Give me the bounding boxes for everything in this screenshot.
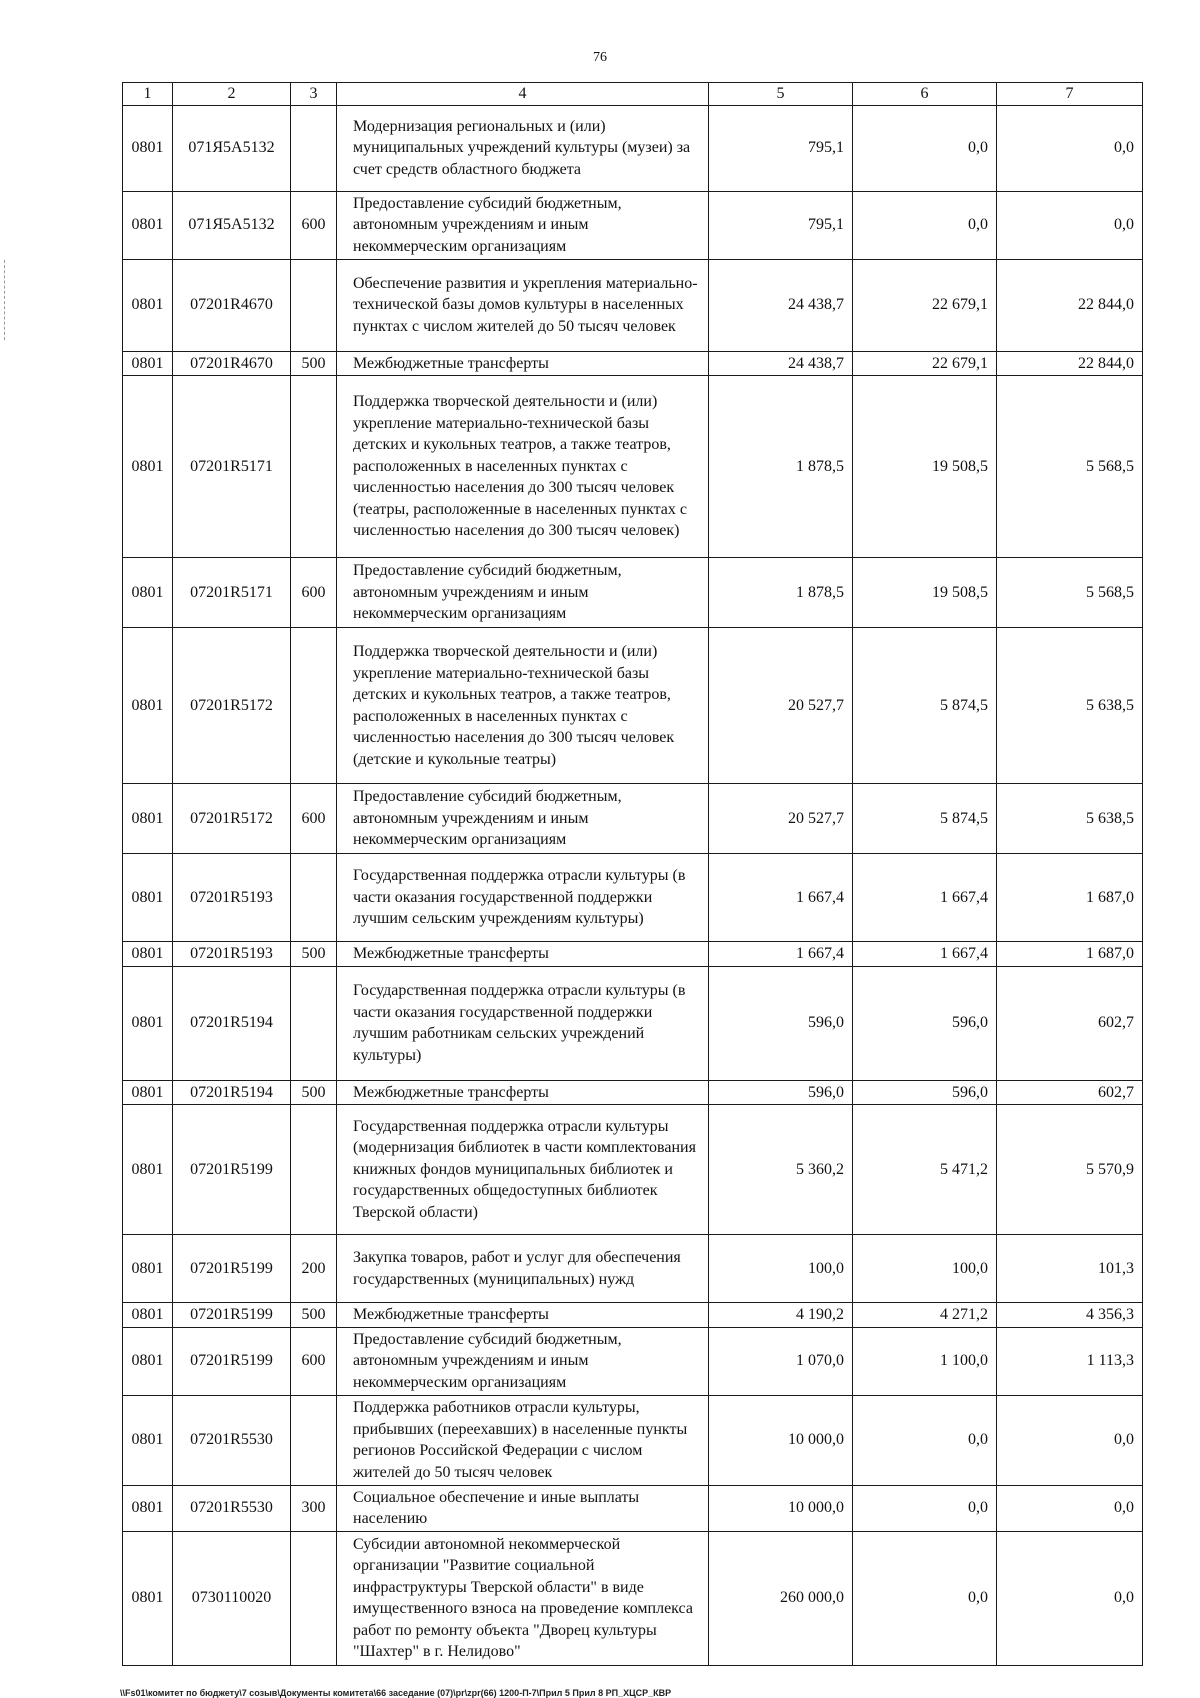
column-header-6: 6	[853, 83, 997, 106]
amount-col-5: 260 000,0	[709, 1531, 853, 1665]
amount-col-7: 5 638,5	[997, 628, 1143, 784]
amount-col-7: 5 570,9	[997, 1105, 1143, 1235]
amount-col-5: 20 527,7	[709, 784, 853, 854]
amount-col-7: 1 687,0	[997, 854, 1143, 942]
amount-col-6: 0,0	[853, 1395, 997, 1485]
table-row	[123, 1303, 1143, 1328]
amount-col-6: 100,0	[853, 1235, 997, 1303]
amount-col-6: 0,0	[853, 191, 997, 259]
item-name: Межбюджетные трансферты	[337, 942, 709, 967]
target-code: 07201R5530	[173, 1395, 291, 1485]
item-name: Предоставление субсидий бюджетным, автономным учреждениям и иным некоммерческим организациям	[337, 784, 709, 854]
amount-col-5: 10 000,0	[709, 1485, 853, 1531]
amount-col-7: 4 356,3	[997, 1303, 1143, 1328]
amount-col-5: 795,1	[709, 191, 853, 259]
target-code: 07201R5530	[173, 1485, 291, 1531]
expense-type-code	[291, 966, 337, 1080]
target-code: 07201R5199	[173, 1327, 291, 1395]
amount-col-7: 5 568,5	[997, 558, 1143, 628]
expense-type-code	[291, 259, 337, 351]
target-code: 07201R5199	[173, 1303, 291, 1328]
amount-col-6: 19 508,5	[853, 558, 997, 628]
section-code: 0801	[123, 259, 173, 351]
amount-col-5: 1 667,4	[709, 854, 853, 942]
amount-col-5: 596,0	[709, 1080, 853, 1105]
expense-type-code	[291, 1105, 337, 1235]
expense-type-code: 500	[291, 351, 337, 376]
amount-col-5: 795,1	[709, 105, 853, 191]
amount-col-6: 1 100,0	[853, 1327, 997, 1395]
section-code: 0801	[123, 1105, 173, 1235]
target-code: 071Я5А5132	[173, 105, 291, 191]
item-name: Предоставление субсидий бюджетным, автономным учреждениям и иным некоммерческим организациям	[337, 558, 709, 628]
table-row	[123, 1327, 1143, 1395]
amount-col-5: 1 667,4	[709, 942, 853, 967]
item-name: Межбюджетные трансферты	[337, 351, 709, 376]
table-row	[123, 1531, 1143, 1665]
target-code: 07201R5171	[173, 376, 291, 558]
target-code: 07201R5172	[173, 628, 291, 784]
target-code: 07201R4670	[173, 259, 291, 351]
table-row	[123, 1080, 1143, 1105]
table-row	[123, 1395, 1143, 1485]
table-row	[123, 259, 1143, 351]
table-row	[123, 376, 1143, 558]
table-row	[123, 942, 1143, 967]
table-row	[123, 966, 1143, 1080]
column-header-4: 4	[337, 83, 709, 106]
expense-type-code	[291, 376, 337, 558]
section-code: 0801	[123, 558, 173, 628]
item-name: Государственная поддержка отрасли культуры (в части оказания государственной поддержки лучшим работникам сельских учреждений культуры)	[337, 966, 709, 1080]
item-name: Межбюджетные трансферты	[337, 1303, 709, 1328]
amount-col-6: 1 667,4	[853, 942, 997, 967]
section-code: 0801	[123, 1303, 173, 1328]
footer-file-path: \\Fs01\комитет по бюджету\7 созыв\Документы комитета\66 заседание (07)\pr\zpr(66) 1200-П-7\Прил 5 Прил 8 РП_ХЦСР_КВР	[120, 1688, 672, 1698]
amount-col-6: 596,0	[853, 966, 997, 1080]
expense-type-code: 600	[291, 191, 337, 259]
amount-col-7: 0,0	[997, 191, 1143, 259]
scan-edge-marks	[4, 260, 7, 340]
target-code: 071Я5А5132	[173, 191, 291, 259]
section-code: 0801	[123, 191, 173, 259]
expense-type-code: 600	[291, 1327, 337, 1395]
section-code: 0801	[123, 1485, 173, 1531]
amount-col-6: 0,0	[853, 1485, 997, 1531]
column-header-3: 3	[291, 83, 337, 106]
target-code: 07201R4670	[173, 351, 291, 376]
column-header-1: 1	[123, 83, 173, 106]
amount-col-7: 0,0	[997, 1395, 1143, 1485]
target-code: 07201R5171	[173, 558, 291, 628]
amount-col-7: 1 113,3	[997, 1327, 1143, 1395]
section-code: 0801	[123, 1327, 173, 1395]
section-code: 0801	[123, 966, 173, 1080]
target-code: 07201R5194	[173, 966, 291, 1080]
amount-col-5: 5 360,2	[709, 1105, 853, 1235]
amount-col-7: 5 638,5	[997, 784, 1143, 854]
table-row	[123, 105, 1143, 191]
section-code: 0801	[123, 376, 173, 558]
column-header-7: 7	[997, 83, 1143, 106]
table-row	[123, 191, 1143, 259]
amount-col-6: 22 679,1	[853, 259, 997, 351]
expense-type-code	[291, 854, 337, 942]
section-code: 0801	[123, 942, 173, 967]
amount-col-5: 1 070,0	[709, 1327, 853, 1395]
amount-col-5: 24 438,7	[709, 259, 853, 351]
expense-type-code: 600	[291, 558, 337, 628]
amount-col-6: 4 271,2	[853, 1303, 997, 1328]
amount-col-7: 0,0	[997, 1531, 1143, 1665]
item-name: Межбюджетные трансферты	[337, 1080, 709, 1105]
section-code: 0801	[123, 351, 173, 376]
amount-col-6: 5 471,2	[853, 1105, 997, 1235]
item-name: Поддержка творческой деятельности и (или) укрепление материально-технической базы детских и кукольных театров, а также театров, расположенных в населенных пунктах с численностью населения до 300 тысяч человек (детские и кукольные театры)	[337, 628, 709, 784]
amount-col-7: 1 687,0	[997, 942, 1143, 967]
amount-col-6: 0,0	[853, 1531, 997, 1665]
item-name: Предоставление субсидий бюджетным, автономным учреждениям и иным некоммерческим организациям	[337, 191, 709, 259]
amount-col-7: 0,0	[997, 1485, 1143, 1531]
table-row	[123, 784, 1143, 854]
amount-col-7: 101,3	[997, 1235, 1143, 1303]
expense-type-code	[291, 105, 337, 191]
page-number: 76	[593, 50, 607, 65]
amount-col-6: 5 874,5	[853, 628, 997, 784]
expense-type-code	[291, 628, 337, 784]
table-row	[123, 1105, 1143, 1235]
item-name: Государственная поддержка отрасли культуры (модернизация библиотек в части комплектования книжных фондов муниципальных библиотек и государственных общедоступных библиотек Тверской области)	[337, 1105, 709, 1235]
expense-type-code: 200	[291, 1235, 337, 1303]
expense-type-code: 500	[291, 942, 337, 967]
section-code: 0801	[123, 105, 173, 191]
amount-col-5: 20 527,7	[709, 628, 853, 784]
budget-table	[122, 82, 1143, 1666]
section-code: 0801	[123, 1080, 173, 1105]
amount-col-6: 1 667,4	[853, 854, 997, 942]
target-code: 0730110020	[173, 1531, 291, 1665]
amount-col-7: 22 844,0	[997, 259, 1143, 351]
amount-col-6: 19 508,5	[853, 376, 997, 558]
amount-col-7: 602,7	[997, 966, 1143, 1080]
expense-type-code	[291, 1531, 337, 1665]
item-name: Социальное обеспечение и иные выплаты населению	[337, 1485, 709, 1531]
expense-type-code: 600	[291, 784, 337, 854]
amount-col-5: 100,0	[709, 1235, 853, 1303]
item-name: Субсидии автономной некоммерческой организации "Развитие социальной инфраструктуры Тверской области" в виде имущественного взноса на проведение комплекса работ по ремонту объекта "Дворец культуры "Шахтер" в г. Нелидово"	[337, 1531, 709, 1665]
table-body	[123, 105, 1143, 1665]
section-code: 0801	[123, 1531, 173, 1665]
section-code: 0801	[123, 854, 173, 942]
section-code: 0801	[123, 628, 173, 784]
amount-col-5: 1 878,5	[709, 558, 853, 628]
expense-type-code	[291, 1395, 337, 1485]
amount-col-6: 5 874,5	[853, 784, 997, 854]
amount-col-6: 596,0	[853, 1080, 997, 1105]
column-header-5: 5	[709, 83, 853, 106]
item-name: Обеспечение развития и укрепления материально-технической базы домов культуры в населенных пунктах с числом жителей до 50 тысяч человек	[337, 259, 709, 351]
expense-type-code: 500	[291, 1303, 337, 1328]
item-name: Государственная поддержка отрасли культуры (в части оказания государственной поддержки лучшим сельским учреждениям культуры)	[337, 854, 709, 942]
table-row	[123, 558, 1143, 628]
item-name: Поддержка работников отрасли культуры, прибывших (переехавших) в населенные пункты регионов Российской Федерации с числом жителей до 50 тысяч человек	[337, 1395, 709, 1485]
amount-col-7: 602,7	[997, 1080, 1143, 1105]
item-name: Поддержка творческой деятельности и (или) укрепление материально-технической базы детских и кукольных театров, а также театров, расположенных в населенных пунктах с численностью населения до 300 тысяч человек (театры, расположенные в населенных пунктах с численностью населения до 300 тысяч человек)	[337, 376, 709, 558]
table-row	[123, 1235, 1143, 1303]
amount-col-5: 24 438,7	[709, 351, 853, 376]
expense-type-code: 300	[291, 1485, 337, 1531]
target-code: 07201R5199	[173, 1235, 291, 1303]
column-header-2: 2	[173, 83, 291, 106]
amount-col-5: 1 878,5	[709, 376, 853, 558]
target-code: 07201R5193	[173, 854, 291, 942]
target-code: 07201R5193	[173, 942, 291, 967]
section-code: 0801	[123, 784, 173, 854]
amount-col-6: 0,0	[853, 105, 997, 191]
amount-col-5: 596,0	[709, 966, 853, 1080]
header-row	[123, 83, 1143, 106]
amount-col-7: 5 568,5	[997, 376, 1143, 558]
table-row	[123, 1485, 1143, 1531]
section-code: 0801	[123, 1235, 173, 1303]
target-code: 07201R5199	[173, 1105, 291, 1235]
amount-col-7: 0,0	[997, 105, 1143, 191]
table-row	[123, 351, 1143, 376]
expense-type-code: 500	[291, 1080, 337, 1105]
section-code: 0801	[123, 1395, 173, 1485]
amount-col-5: 10 000,0	[709, 1395, 853, 1485]
item-name: Закупка товаров, работ и услуг для обеспечения государственных (муниципальных) нужд	[337, 1235, 709, 1303]
target-code: 07201R5172	[173, 784, 291, 854]
item-name: Предоставление субсидий бюджетным, автономным учреждениям и иным некоммерческим организациям	[337, 1327, 709, 1395]
table-row	[123, 628, 1143, 784]
amount-col-7: 22 844,0	[997, 351, 1143, 376]
amount-col-6: 22 679,1	[853, 351, 997, 376]
target-code: 07201R5194	[173, 1080, 291, 1105]
table-row	[123, 854, 1143, 942]
item-name: Модернизация региональных и (или) муниципальных учреждений культуры (музеи) за счет средств областного бюджета	[337, 105, 709, 191]
amount-col-5: 4 190,2	[709, 1303, 853, 1328]
